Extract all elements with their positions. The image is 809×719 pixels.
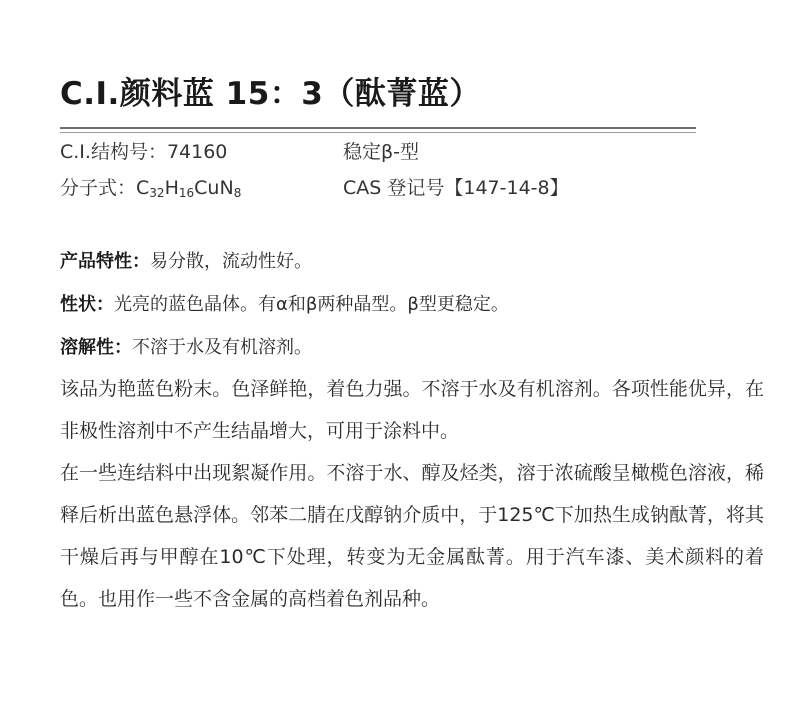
product-feature-label: 产品特性：: [60, 251, 150, 272]
description-paragraph-1: 该品为艳蓝色粉末。色泽鲜艳，着色力强。不溶于水及有机溶剂。各项性能优异，在非极性溶剂中不产生结晶增大，可用于涂料中。: [60, 378, 764, 442]
solubility-text: 不溶于水及有机溶剂。: [132, 337, 312, 358]
page-title: C.I.颜料蓝 15：3（酞菁蓝）: [60, 76, 481, 112]
ci-number: C.I.结构号：74160: [60, 141, 228, 163]
solubility: [60, 336, 312, 360]
formula-h: H: [164, 177, 179, 199]
formula-c: C: [136, 177, 150, 199]
cas-number: CAS 登记号【147-14-8】: [343, 177, 569, 199]
stable-form: 稳定β-型: [343, 141, 419, 163]
formula-n-count: 8: [233, 186, 242, 200]
formula-label: 分子式：: [60, 177, 137, 199]
formula-c-count: 32: [149, 186, 165, 200]
appearance: [60, 293, 509, 317]
solubility-label: 溶解性：: [60, 337, 132, 358]
description-paragraph-2: 在一些连结料中出现絮凝作用。不溶于水、醇及烃类，溶于浓硫酸呈橄榄色溶液，稀释后析出蓝色悬浮体。邻苯二腈在戊醇钠介质中，于125℃下加热生成钠酞菁，将其干燥后再与甲醇在10℃下处理，转变为无金属酞菁。用于汽车漆、美术颜料的着色。也用作一些不含金属的高档着色剂品种。: [60, 462, 764, 610]
appearance-text: 光亮的蓝色晶体。有α和β两种晶型。β型更稳定。: [114, 294, 509, 315]
product-feature: [60, 250, 312, 274]
molecular-formula: [60, 175, 241, 201]
formula-n: N: [219, 177, 234, 199]
title-divider-thin: [60, 132, 696, 133]
appearance-label: 性状：: [60, 294, 114, 315]
title-divider-thick: [60, 127, 696, 129]
formula-cu: Cu: [194, 177, 220, 199]
formula-h-count: 16: [178, 186, 195, 200]
product-feature-text: 易分散，流动性好。: [150, 251, 312, 272]
